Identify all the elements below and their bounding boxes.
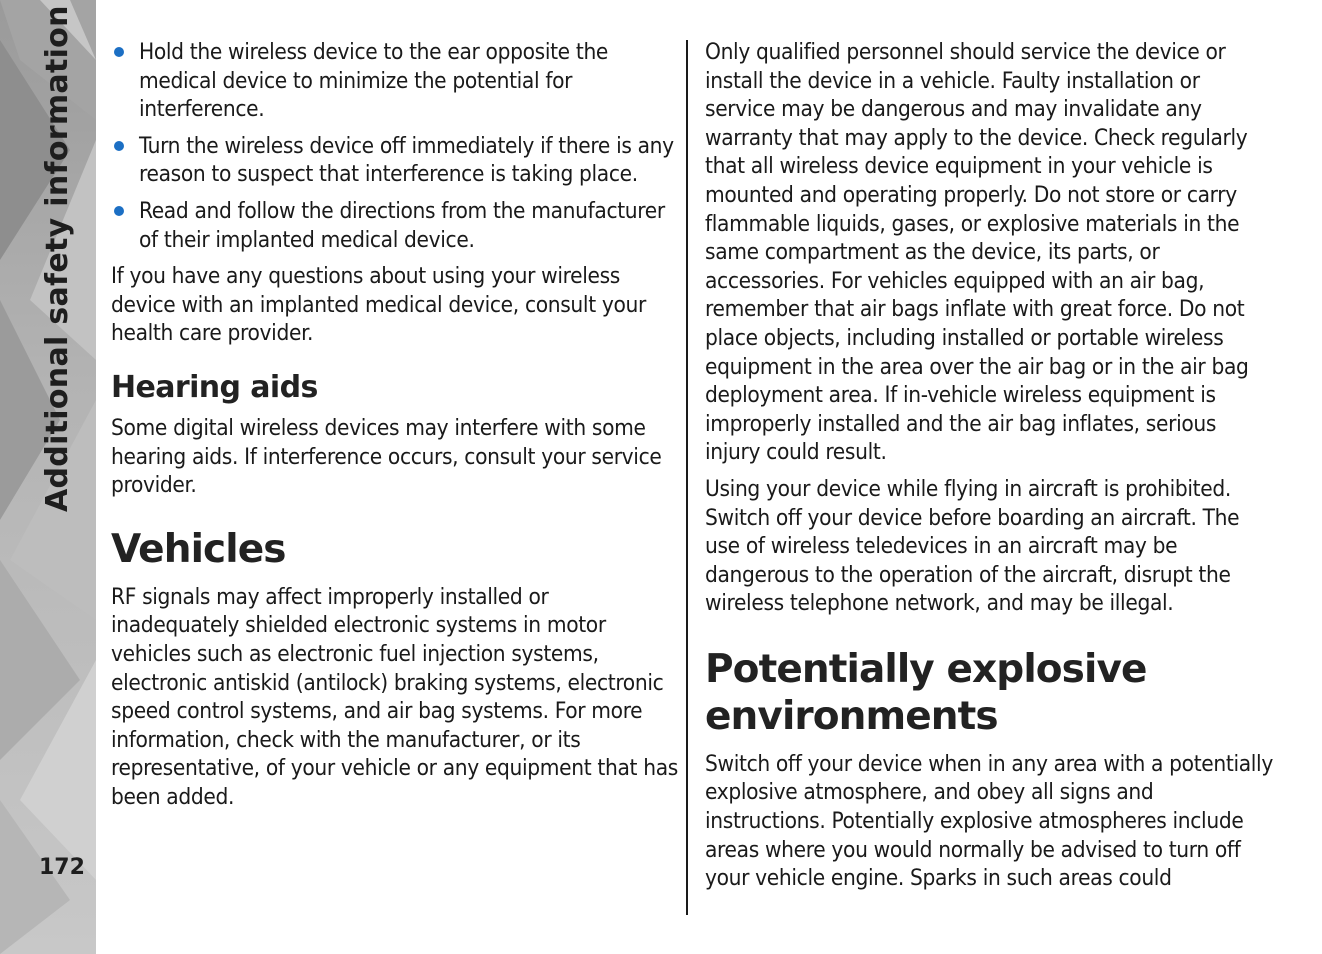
bullet-list <box>111 38 679 254</box>
aircraft-paragraph: Using your device while flying in aircraft is prohibited. Switch off your device before boarding an aircraft. The use of wireless teledevices in an aircraft may be dangerous to the operation of the aircraft, disrupt the wireless telephone network, and may be illegal. <box>705 475 1240 617</box>
vehicles-heading: Vehicles <box>111 526 286 572</box>
explosive-environments-heading: Potentially explosive environments <box>705 646 1147 739</box>
service-paragraph: Only qualified personnel should service the device or install the device in a vehicle. Faulty installation or service may be dangerous and may invalidate any warranty that may apply to the device. Check regularly that all wireless device equipment in your vehicle is mounted and operating properly. Do not store or carry flammable liquids, gases, or explosive materials in the same compartment as the device, its parts, or accessories. For vehicles equipped with an air bag, remember that air bags inflate with great force. Do not place objects, including installed or portable wireless equipment in the area over the air bag or in the air bag deployment area. If in-vehicle wireless equipment is improperly installed and the air bag inflates, serious injury could result. <box>705 39 1249 466</box>
page-number: 172 <box>39 855 85 880</box>
list-item <box>111 132 679 189</box>
right-column <box>705 38 1275 901</box>
hearing-aids-paragraph: Some digital wireless devices may interfere with some hearing aids. If interference occurs, consult your service provider. <box>111 414 662 499</box>
column-divider <box>686 40 688 915</box>
bullet-icon <box>114 47 124 57</box>
section-title: Additional safety information <box>40 5 75 512</box>
vehicles-paragraph: RF signals may affect improperly installed or inadequately shielded electronic systems in motor vehicles such as electronic fuel injection systems, electronic antiskid (antilock) braking systems, electronic speed control systems, and air bag systems. For more information, check with the manufacturer, or its representative, of your vehicle or any equipment that has been added. <box>111 583 678 810</box>
list-item <box>111 38 679 124</box>
explosive-paragraph: Switch off your device when in any area with a potentially explosive atmosphere, and obey all signs and instructions. Potentially explosive atmospheres include areas where you would normally be advised to turn off your vehicle engine. Sparks in such areas could <box>705 750 1273 892</box>
sidebar <box>0 0 96 954</box>
implant-paragraph: If you have any questions about using your wireless device with an implanted medical device, consult your health care provider. <box>111 263 646 347</box>
bullet-text: Hold the wireless device to the ear opposite the medical device to minimize the potential for interference. <box>139 39 609 123</box>
bullet-text: Turn the wireless device off immediately if there is any reason to suspect that interference is taking place. <box>139 132 674 188</box>
list-item <box>111 197 679 254</box>
bullet-icon <box>114 206 124 216</box>
hearing-aids-heading: Hearing aids <box>111 369 318 405</box>
bullet-icon <box>114 141 124 151</box>
left-column <box>111 38 679 819</box>
bullet-text: Read and follow the directions from the manufacturer of their implanted medical device. <box>139 197 665 253</box>
